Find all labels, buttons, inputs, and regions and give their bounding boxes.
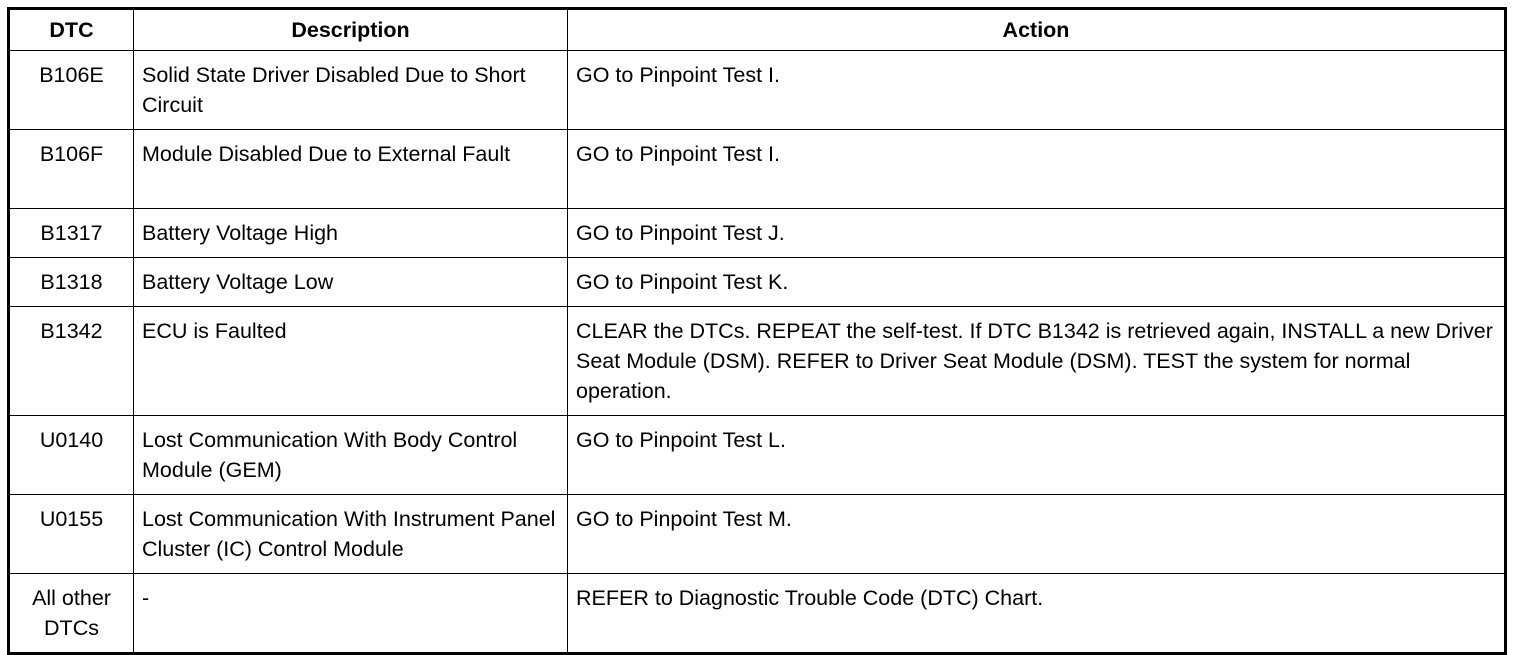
action-cell: GO to Pinpoint Test J. <box>568 209 1506 258</box>
action-cell: GO to Pinpoint Test K. <box>568 258 1506 307</box>
table-header <box>9 9 1506 51</box>
action-cell: REFER to Diagnostic Trouble Code (DTC) Chart. <box>568 574 1506 654</box>
table-body <box>9 51 1506 654</box>
action-cell: GO to Pinpoint Test I. <box>568 130 1506 209</box>
description-cell: Module Disabled Due to External Fault <box>134 130 568 209</box>
description-cell: Lost Communication With Instrument Panel Cluster (IC) Control Module <box>134 495 568 574</box>
table-row <box>9 130 1506 209</box>
action-cell: GO to Pinpoint Test L. <box>568 416 1506 495</box>
dtc-code-cell: U0140 <box>9 416 134 495</box>
dtc-code-cell: U0155 <box>9 495 134 574</box>
header-action: Action <box>568 9 1506 51</box>
header-dtc: DTC <box>9 9 134 51</box>
description-cell: Battery Voltage High <box>134 209 568 258</box>
description-cell: - <box>134 574 568 654</box>
table-row <box>9 574 1506 654</box>
dtc-code-cell: B1342 <box>9 307 134 416</box>
table-row <box>9 51 1506 130</box>
table-row <box>9 416 1506 495</box>
dtc-table <box>7 7 1507 655</box>
header-row <box>9 9 1506 51</box>
table-row <box>9 209 1506 258</box>
description-cell: Battery Voltage Low <box>134 258 568 307</box>
dtc-code-cell: B106F <box>9 130 134 209</box>
dtc-code-cell: B1317 <box>9 209 134 258</box>
action-cell: GO to Pinpoint Test M. <box>568 495 1506 574</box>
description-cell: Lost Communication With Body Control Module (GEM) <box>134 416 568 495</box>
table-row <box>9 258 1506 307</box>
header-description: Description <box>134 9 568 51</box>
action-cell: GO to Pinpoint Test I. <box>568 51 1506 130</box>
dtc-code-cell: All other DTCs <box>9 574 134 654</box>
action-cell: CLEAR the DTCs. REPEAT the self-test. If DTC B1342 is retrieved again, INSTALL a new Driver Seat Module (DSM). REFER to Driver Seat Module (DSM). TEST the system for normal operation. <box>568 307 1506 416</box>
table-row <box>9 307 1506 416</box>
dtc-code-cell: B106E <box>9 51 134 130</box>
table-row <box>9 495 1506 574</box>
description-cell: Solid State Driver Disabled Due to Short Circuit <box>134 51 568 130</box>
description-cell: ECU is Faulted <box>134 307 568 416</box>
dtc-code-cell: B1318 <box>9 258 134 307</box>
